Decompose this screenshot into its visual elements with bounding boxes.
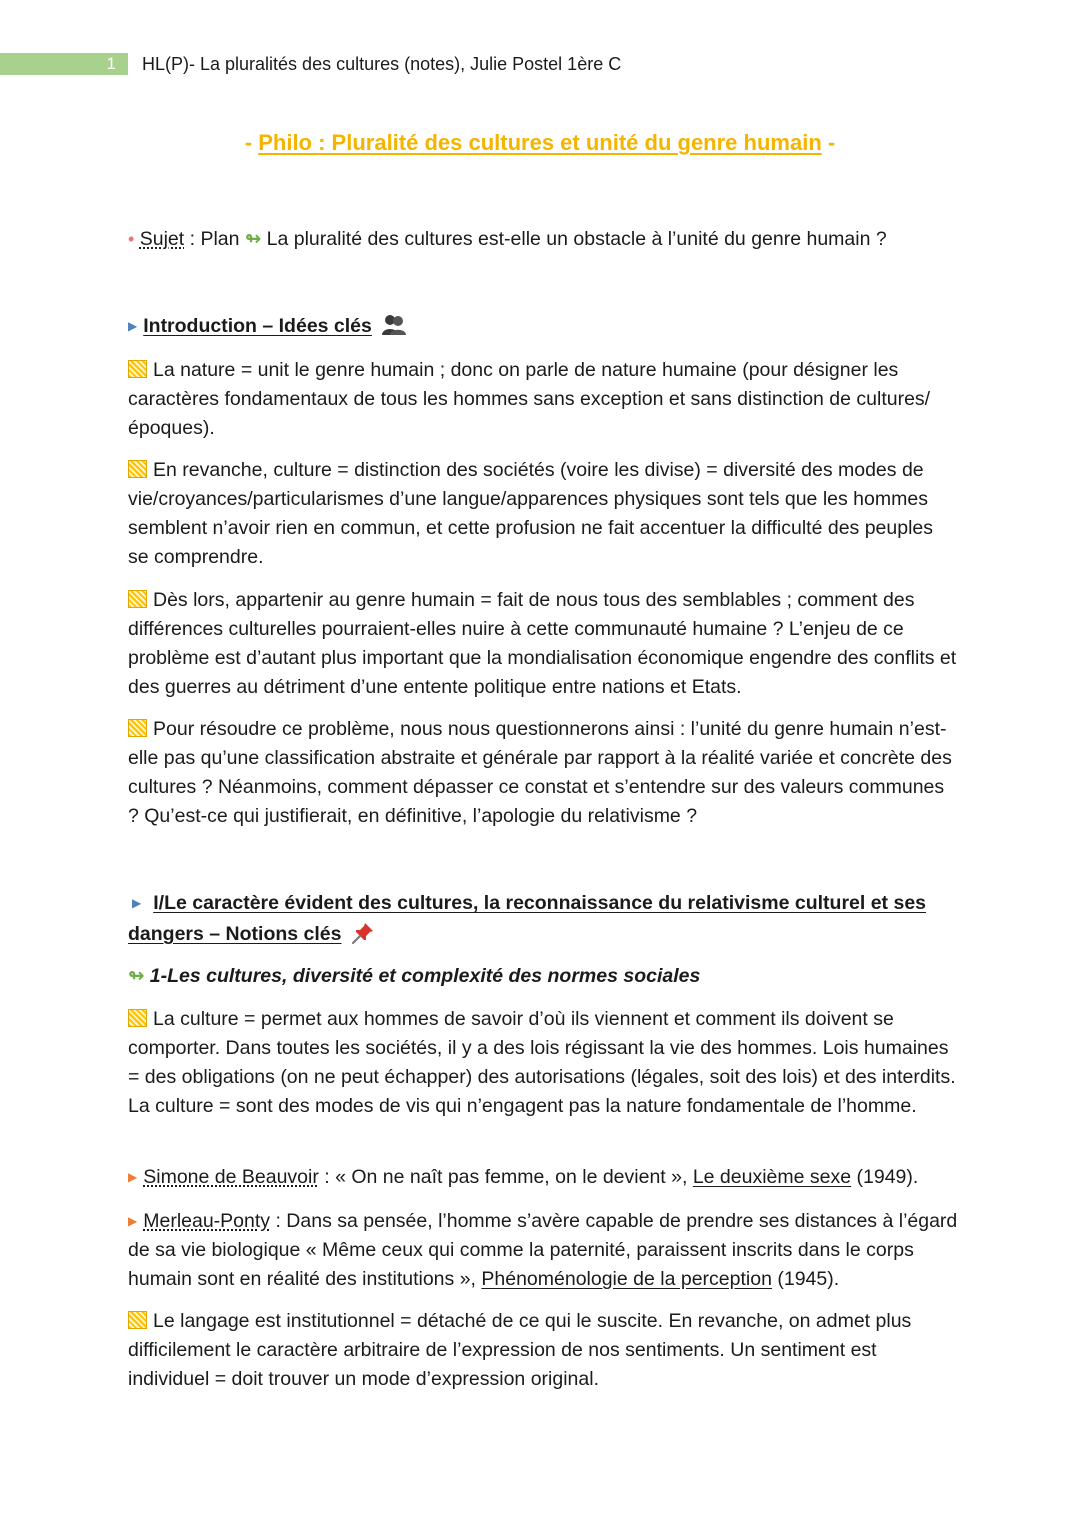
- merleau-ponty-work: Phénoménologie de la perception: [481, 1268, 772, 1290]
- intro-paragraph-4-text: Pour résoudre ce problème, nous nous questionnerons ainsi : l’unité du genre humain n’est-elle pas qu’une classification abstraite et générale par rapport à la réalité variée et concrète des cultures ? Néanmoins, comment dépasser ce constat et s’entendre sur des valeurs communes ? Qu’est-ce qui justifierait, en définitive, l’apologie du relativisme ?: [128, 718, 952, 827]
- hatched-square-icon: [128, 590, 147, 608]
- intro-paragraph-3: [128, 586, 958, 702]
- intro-heading: [128, 312, 958, 341]
- title-main: Philo : Pluralité des cultures et unité du genre humain: [258, 130, 822, 155]
- intro-paragraph-2-text: En revanche, culture = distinction des sociétés (voire les divise) = diversité des modes de vie/croyances/particularismes d’une langue/apparences physiques sont tels que les hommes semblent n’avoir rien en commun, et cette profusion ne fait accentuer la difficulté des peuples se comprendre.: [128, 459, 934, 568]
- document-title: [0, 130, 1080, 156]
- subsection-1-heading: [128, 962, 958, 991]
- section-1-paragraph-1: [128, 1005, 958, 1121]
- beauvoir-author: Simone de Beauvoir: [143, 1166, 319, 1188]
- intro-heading-text: Introduction – Idées clés: [143, 315, 372, 337]
- merleau-ponty-year: (1945).: [771, 1268, 840, 1290]
- document-header: HL(P)- La pluralités des cultures (notes), Julie Postel 1ère C: [142, 54, 622, 74]
- subsection-1-heading-text: 1-Les cultures, diversité et complexité des normes sociales: [149, 965, 701, 987]
- triangle-bullet-icon: ▶: [128, 1170, 138, 1184]
- curly-arrow-icon: ↬: [128, 965, 145, 987]
- hatched-square-icon: [128, 719, 147, 737]
- section-1-paragraph-1-text: La culture = permet aux hommes de savoir d’où ils viennent et comment ils doivent se comporter. Dans toutes les sociétés, il y a des lois régissant la vie des hommes. Lois humaines = des obligations (on ne peut échapper) des autorisations (légales, soit des lois) et des interdits. La culture = sont des modes de vis qui n’engagent pas la nature fondamentale de l’homme.: [128, 1008, 956, 1117]
- intro-paragraph-1: [128, 356, 958, 443]
- hatched-square-icon: [128, 1009, 147, 1027]
- pushpin-icon: [351, 921, 375, 945]
- section-1-heading: [128, 888, 958, 950]
- intro-paragraph-1-text: La nature = unit le genre humain ; donc on parle de nature humaine (pour désigner les caractères fondamentaux de tous les hommes sans exception et sans distinction de cultures/époques).: [128, 359, 931, 439]
- hatched-square-icon: [128, 460, 147, 478]
- section-1-paragraph-2-text: Le langage est institutionnel = détaché de ce qui le suscite. En revanche, on admet plus difficilement le caractère arbitraire de l’expression de nos sentiments. Un sentiment est individuel = doit trouver un mode d’expression original.: [128, 1310, 912, 1390]
- sujet-line: [128, 225, 958, 254]
- merleau-ponty-quote: : Dans sa pensée, l’homme s’avère capable de prendre ses distances à l’égard de sa vie biologique « Même ceux qui comme la paternité, paraissent inscrits dans le corps humain sont en réalité des institutions »,: [128, 1210, 958, 1290]
- beauvoir-quote: : « On ne naît pas femme, on le devient »,: [318, 1166, 693, 1188]
- triangle-bullet-icon: ▶: [132, 896, 142, 910]
- title-suffix: -: [821, 130, 836, 155]
- hatched-square-icon: [128, 360, 147, 378]
- people-icon: [381, 314, 407, 336]
- merleau-ponty-reference: [128, 1207, 958, 1294]
- title-prefix: -: [244, 130, 259, 155]
- page-number: 1: [106, 54, 116, 73]
- merleau-ponty-author: Merleau-Ponty: [143, 1210, 271, 1232]
- hatched-square-icon: [128, 1311, 147, 1329]
- sujet-text-a: : Plan: [184, 228, 245, 250]
- beauvoir-work: Le deuxième sexe: [692, 1166, 852, 1188]
- sujet-question: La pluralité des cultures est-elle un obstacle à l’unité du genre humain ?: [261, 228, 887, 250]
- section-1-heading-line1: I/Le caractère évident des cultures, la reconnaissance du relativisme culturel et ses: [153, 892, 927, 914]
- intro-paragraph-2: [128, 456, 958, 572]
- beauvoir-reference: [128, 1163, 958, 1192]
- page-number-tab: [0, 53, 128, 75]
- intro-paragraph-4: [128, 715, 958, 831]
- beauvoir-year: (1949).: [851, 1166, 919, 1188]
- section-1-paragraph-2: [128, 1307, 958, 1394]
- triangle-bullet-icon: ▶: [128, 319, 138, 333]
- section-1-heading-line2: dangers – Notions clés: [128, 923, 342, 945]
- intro-paragraph-3-text: Dès lors, appartenir au genre humain = fait de nous tous des semblables ; comment des différences culturelles pourraient-elles nuire à cette communauté humaine ? L’enjeu de ce problème est d’autant plus important que la mondialisation économique engendre des conflits et des guerres au détriment d’une entente politique entre nations et Etats.: [128, 589, 957, 698]
- triangle-bullet-icon: ▶: [128, 1214, 138, 1228]
- sujet-label: Sujet: [139, 228, 185, 250]
- bullet-dot-icon: •: [128, 229, 135, 249]
- curly-arrow-icon: ↬: [244, 228, 262, 250]
